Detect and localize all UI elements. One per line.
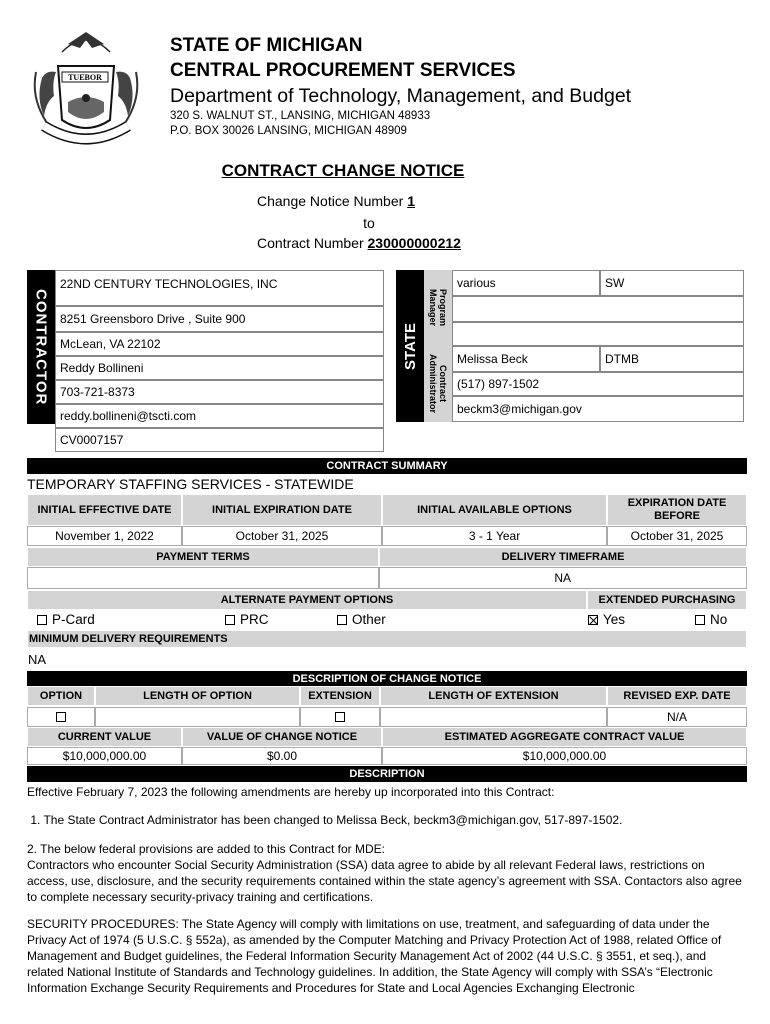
h-option: OPTION (27, 686, 95, 706)
prc-option[interactable]: PRC (225, 612, 269, 627)
h-length-of-option: LENGTH OF OPTION (95, 686, 300, 706)
contract-number: 230000000212 (367, 235, 461, 251)
length-of-option (95, 707, 300, 727)
h-length-of-extension: LENGTH OF EXTENSION (380, 686, 607, 706)
address-line-1: 320 S. WALNUT ST., LANSING, MICHIGAN 48933 (170, 110, 431, 122)
h-extension: EXTENSION (300, 686, 380, 706)
state-title: STATE OF MICHIGAN (170, 35, 363, 56)
h-extended-purchasing: EXTENDED PURCHASING (587, 590, 747, 610)
contract-admin-bar (424, 346, 452, 422)
contractor-city: McLean, VA 22102 (55, 332, 384, 356)
h-value-of-change-notice: VALUE OF CHANGE NOTICE (182, 727, 382, 747)
option-checkbox[interactable] (56, 712, 66, 722)
pm-agency: SW (600, 270, 744, 296)
expiration-date-before: October 31, 2025 (607, 526, 747, 546)
change-notice-line: Change Notice Number 1 (257, 193, 415, 209)
yes-checkbox-checked[interactable] (588, 615, 598, 625)
contractor-label-bar (27, 270, 55, 424)
contractor-phone: 703-721-8373 (55, 380, 384, 404)
ca-phone: (517) 897-1502 (452, 372, 744, 396)
state-label-bar (396, 270, 424, 422)
description-paragraph-4: SECURITY PROCEDURES: The State Agency will comply with limitations on use, treatment, and safeguarding of data under the Privacy Act of 1974 (5 U.S.C. § 552a), as amended by the Computer Matching and Privacy Protection Act of 1988, related Office of Management and Budget guidelines, the Federal Information Security Management Act of 2002 (44 U.S.C. § 3551, et seq.), and related National Institute of Standards and Technology guidelines. In addition, the State Agency will comply with SSA’s “Electronic Information Exchange Security Requirements and Procedures for State and Local Agencies Exchanging Electronic (27, 917, 722, 995)
agency-title: CENTRAL PROCUREMENT SERVICES (170, 60, 516, 81)
value-of-change-notice: $0.00 (182, 747, 382, 765)
no-checkbox[interactable] (695, 615, 705, 625)
notice-title: CONTRACT CHANGE NOTICE (221, 161, 465, 180)
description-bar: DESCRIPTION (27, 766, 747, 782)
h-expiration-date-before: EXPIRATION DATE BEFORE (607, 494, 747, 526)
other-checkbox[interactable] (337, 615, 347, 625)
contractor-contact: Reddy Bollineni (55, 356, 384, 380)
change-notice-bar: DESCRIPTION OF CHANGE NOTICE (27, 671, 747, 687)
program-manager-bar (424, 270, 452, 346)
no-option[interactable]: No (695, 612, 727, 627)
description-paragraph-1: Effective February 7, 2023 the following amendments are hereby up incorporated into this Contract: (27, 785, 555, 799)
contract-summary-bar: CONTRACT SUMMARY (27, 458, 747, 474)
payment-options-row (27, 610, 747, 630)
contractor-email: reddy.bollineni@tscti.com (55, 404, 384, 428)
description-paragraph-3-heading: 2. The below federal provisions are added to this Contract for MDE: (27, 842, 385, 856)
extension-checkbox-cell (300, 707, 380, 727)
to-label: to (363, 215, 375, 231)
seal-motto: TUEBOR (68, 73, 102, 82)
yes-option[interactable]: Yes (588, 612, 625, 627)
contract-description: TEMPORARY STAFFING SERVICES - STATEWIDE (27, 476, 354, 492)
pm-email (452, 322, 744, 346)
description-paragraph-3: Contractors who encounter Social Security Administration (SSA) data agree to abide by all relevant Federal laws, restrictions on access, use, disclosure, and the security requirements contained within the state agency’s agreement with SSA. Contactors also agree to complete necessary security-privacy training and certifications. (27, 858, 742, 904)
change-notice-number: 1 (407, 193, 415, 209)
initial-expiration-date: October 31, 2025 (182, 526, 382, 546)
contractor-name: 22ND CENTURY TECHNOLOGIES, INC (55, 270, 384, 306)
pcard-option[interactable]: P-Card (37, 612, 95, 627)
prc-checkbox[interactable] (225, 615, 235, 625)
initial-effective-date: November 1, 2022 (27, 526, 182, 546)
initial-available-options: 3 - 1 Year (382, 526, 607, 546)
other-option[interactable]: Other (337, 612, 386, 627)
department-title: Department of Technology, Management, and Budget (170, 85, 632, 107)
ca-agency: DTMB (600, 346, 744, 372)
contract-admin-label: Contract Administrator (428, 354, 448, 414)
payment-terms (27, 567, 379, 589)
h-minimum-delivery: MINIMUM DELIVERY REQUIREMENTS (27, 630, 747, 648)
length-of-extension (380, 707, 607, 727)
h-initial-effective-date: INITIAL EFFECTIVE DATE (27, 494, 182, 526)
extension-checkbox[interactable] (335, 712, 345, 722)
contract-number-line: Contract Number 230000000212 (257, 235, 461, 251)
michigan-seal (22, 22, 150, 150)
h-estimated-aggregate: ESTIMATED AGGREGATE CONTRACT VALUE (382, 727, 747, 747)
h-revised-exp-date: REVISED EXP. DATE (607, 686, 747, 706)
minimum-delivery: NA (28, 652, 47, 667)
ca-email: beckm3@michigan.gov (452, 396, 744, 422)
contractor-vendor-id: CV0007157 (55, 428, 384, 452)
h-initial-available-options: INITIAL AVAILABLE OPTIONS (382, 494, 607, 526)
h-delivery-timeframe: DELIVERY TIMEFRAME (379, 547, 747, 567)
address-line-2: P.O. BOX 30026 LANSING, MICHIGAN 48909 (170, 125, 407, 137)
pm-name: various (452, 270, 600, 296)
program-manager-label: Program Manager (428, 289, 448, 327)
h-initial-expiration-date: INITIAL EXPIRATION DATE (182, 494, 382, 526)
current-value: $10,000,000.00 (27, 747, 182, 765)
h-payment-terms: PAYMENT TERMS (27, 547, 379, 567)
contractor-label: CONTRACTOR (32, 288, 50, 406)
option-checkbox-cell (27, 707, 95, 727)
delivery-timeframe: NA (379, 567, 747, 589)
h-alternate-payment-options: ALTERNATE PAYMENT OPTIONS (27, 590, 587, 610)
h-current-value: CURRENT VALUE (27, 727, 182, 747)
description-paragraph-2: 1. The State Contract Administrator has been changed to Melissa Beck, beckm3@michigan.gov, 517-897-1502. (27, 813, 623, 827)
revised-exp-date: N/A (607, 707, 747, 727)
pcard-checkbox[interactable] (37, 615, 47, 625)
ca-name: Melissa Beck (452, 346, 600, 372)
estimated-aggregate-value: $10,000,000.00 (382, 747, 747, 765)
contractor-street: 8251 Greensboro Drive , Suite 900 (55, 306, 384, 332)
pm-phone (452, 296, 744, 322)
state-label: STATE (401, 322, 419, 370)
